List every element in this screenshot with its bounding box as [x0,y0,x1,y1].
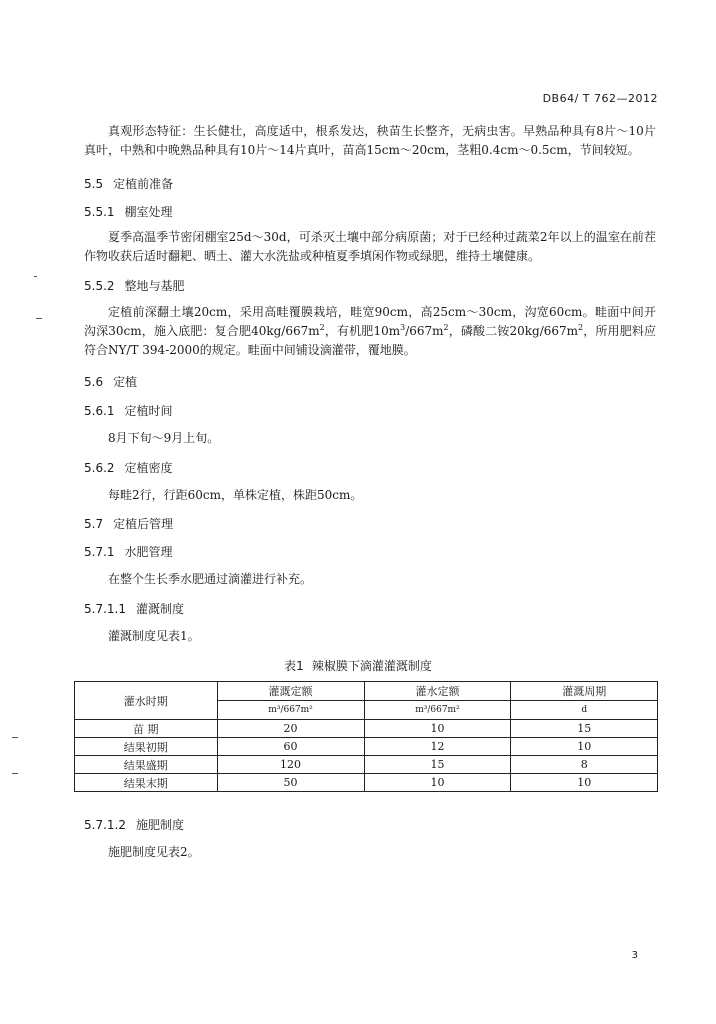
section-5-6-2-text: 每畦2行，行距60cm，单株定植，株距50cm。 [108,488,363,502]
section-5-5-1-heading [84,203,656,220]
section-5-7-1-heading [84,543,656,560]
section-5-5-heading [84,175,656,192]
section-5-6-heading [84,373,656,390]
table-cell: 120 [217,756,364,774]
superscript: 2 [578,323,584,332]
section-number: 5.6.1 [84,404,115,418]
table-header-water-quota: 灌水定额 [364,682,511,701]
section-5-7-1-text: 在整个生长季水肥通过滴灌进行补充。 [108,572,313,586]
document-code: DB64/ T 762—2012 [542,92,658,105]
table-cell: 10 [364,720,511,738]
table-cell: 10 [511,738,658,756]
table-cell: 10 [511,774,658,792]
table-cell: 60 [217,738,364,756]
section-5-7-1-1-heading [84,600,656,617]
section-number: 5.7 [84,517,104,531]
table-cell: 20 [217,720,364,738]
section-5-5-1-text: 夏季高温季节密闭棚室25d～30d，可杀灭土壤中部分病原菌；对于已经种过蔬菜2年以上的温室在前茬作物收获后适时翻耙、晒土、灌大水洗盐或种植夏季填闲作物或绿肥，维持土壤健康。 [84,230,656,263]
table-cell: 苗 期 [75,720,218,738]
scan-speck [36,318,42,319]
section-title: 灌溉制度 [135,602,184,616]
section-5-5-2-text [84,303,656,360]
section-number: 5.6 [84,375,104,389]
table-header-cycle: 灌溉周期 [511,682,658,701]
section-title: 施肥制度 [135,818,184,832]
irrigation-table [74,681,658,792]
table-cell: 15 [511,720,658,738]
table-row [75,756,658,774]
intro-paragraph: 真观形态特征：生长健壮，高度适中，根系发达，秧苗生长整齐，无病虫害。早熟品种具有8片～10片真叶，中熟和中晚熟品种具有10片～14片真叶，苗高15cm～20cm，茎粗0.4cm～0.5cm，节间较短。 [84,124,656,157]
table-row [75,720,658,738]
section-5-5-2-heading [84,277,656,294]
table-unit: m³/667m² [364,701,511,720]
table-1-caption [0,657,716,674]
section-title: 定植时间 [124,404,173,418]
section-number: 5.6.2 [84,461,115,475]
table-header-period: 灌水时期 [75,682,218,720]
table-title: 辣椒膜下滴灌灌溉制度 [311,659,432,673]
section-number: 5.7.1.2 [84,818,126,832]
text-part: ，磷酸二铵20kg/667m [448,324,579,338]
table-row [75,738,658,756]
text-part: 定植前深翻土壤20cm，采用高畦覆膜栽培，畦宽90cm，高25cm～30cm，沟宽60cm。畦面中间开沟深30cm，施入底肥：复合肥40kg/667m [84,305,656,338]
section-title: 定植前准备 [113,177,174,191]
section-title: 定植后管理 [113,517,174,531]
table-cell: 结果末期 [75,774,218,792]
section-5-6-1-heading [84,402,656,419]
table-header-irrigation-quota: 灌溉定额 [217,682,364,701]
section-5-7-1-1-text: 灌溉制度见表1。 [108,629,200,643]
section-5-7-1-2-heading [84,816,656,833]
text-part: ，有机肥10m [324,324,401,338]
section-5-6-1-text: 8月下旬～9月上旬。 [108,431,220,445]
page-number: 3 [631,950,638,961]
scan-speck [12,737,18,738]
table-row [75,774,658,792]
superscript: 2 [443,323,449,332]
section-title: 棚室处理 [124,205,173,219]
section-5-7-1-2-text: 施肥制度见表2。 [108,845,200,859]
table-cell: 10 [364,774,511,792]
section-number: 5.7.1.1 [84,602,126,616]
table-cell: 12 [364,738,511,756]
superscript: 3 [400,323,406,332]
section-title: 水肥管理 [124,545,173,559]
section-title: 整地与基肥 [124,279,185,293]
table-cell: 结果初期 [75,738,218,756]
section-5-6-2-heading [84,459,656,476]
section-number: 5.7.1 [84,545,115,559]
section-title: 定植 [113,375,138,389]
table-number: 表1 [284,659,304,673]
text-part: ，所用肥料应符合NY/T 394-2000的规定。畦面中间铺设滴灌带，覆地膜。 [84,324,656,357]
superscript: 2 [319,323,325,332]
scan-speck [12,773,18,774]
section-number: 5.5.1 [84,205,115,219]
text-part: /667m [405,324,444,338]
table-cell: 50 [217,774,364,792]
table-unit: d [511,701,658,720]
section-title: 定植密度 [124,461,173,475]
scan-speck [34,276,37,277]
section-5-7-heading [84,515,656,532]
table-cell: 8 [511,756,658,774]
table-cell: 15 [364,756,511,774]
table-cell: 结果盛期 [75,756,218,774]
section-number: 5.5.2 [84,279,115,293]
section-number: 5.5 [84,177,104,191]
table-unit: m³/667m² [217,701,364,720]
